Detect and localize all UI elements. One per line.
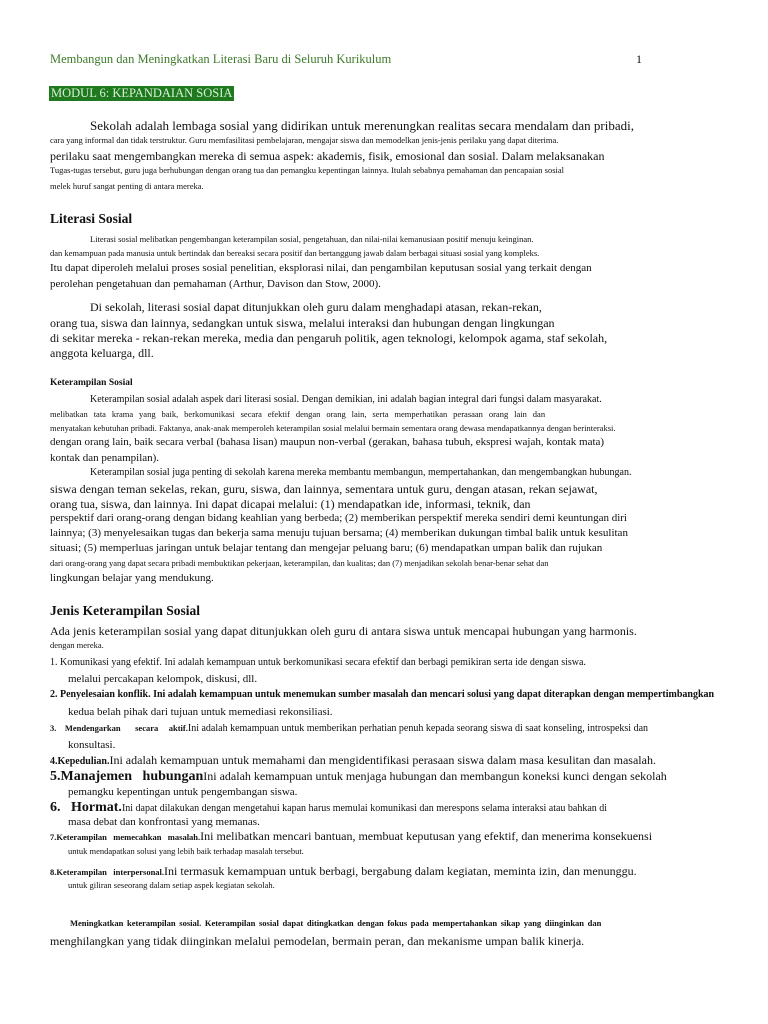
list-item-label: 5.Manajemen hubungan bbox=[50, 769, 204, 784]
list-item-continuation: konsultasi. bbox=[68, 739, 116, 751]
paragraph-line: Di sekolah, literasi sosial dapat ditunjukkan oleh guru dalam menghadapi atasan, rekan-rekan, bbox=[90, 300, 542, 314]
list-item-label: 3. bbox=[50, 723, 57, 733]
paragraph-line: dari orang-orang yang dapat secara pribadi membuktikan pekerjaan, keterampilan, dan kualitas; dan (7) menjadikan sekolah benar-benar sehat dan bbox=[50, 558, 549, 568]
intro-line: Tugas-tugas tersebut, guru juga berhubungan dengan orang tua dan pemangku kepentingan lainnya. Itulah sebabnya pemahaman dan pencapaian sosial bbox=[50, 165, 565, 175]
list-item-text: Ini termasuk kemampuan untuk berbagi, bergabung dalam kegiatan, meminta izin, dan menunggu. bbox=[164, 864, 637, 878]
paragraph-line: di sekitar mereka - rekan-rekan mereka, media dan pengaruh politik, agen teknologi, kelompok agama, staf sekolah, bbox=[50, 331, 608, 345]
subsection-heading: Keterampilan Sosial bbox=[50, 378, 133, 388]
list-item bbox=[50, 689, 714, 700]
list-item-text: Ini adalah kemampuan untuk memberikan perhatian penuh kepada seorang siswa di saat konseling, introspeksi dan bbox=[187, 723, 649, 734]
intro-line: perilaku saat mengembangkan mereka di semua aspek: akademis, fisik, emosional dan sosial. Dalam melaksanakan bbox=[50, 149, 605, 163]
list-item-label: aktif. bbox=[168, 723, 188, 733]
paragraph-line: Literasi sosial melibatkan pengembangan keterampilan sosial, pengetahuan, dan nilai-nilai kemanusiaan positif menuju keinginan. bbox=[90, 234, 534, 244]
paragraph-line: situasi; (5) memperluas jaringan untuk belajar tentang dan mengejar peluang baru; (6) mendapatkan umpan balik dan rujukan bbox=[50, 542, 603, 554]
paragraph-line: lainnya; (3) menyelesaikan tugas dan bekerja sama menuju tujuan bersama; (4) memberikan dukungan timbal balik untuk kesulitan bbox=[50, 527, 628, 539]
paragraph-line: Itu dapat diperoleh melalui proses sosial penelitian, eksplorasi nilai, dan pengambilan keputusan sosial yang terkait dengan bbox=[50, 262, 592, 274]
paragraph-line: orang tua, siswa dan lainnya, sedangkan untuk siswa, melalui interaksi dan hubungan dengan lingkungan bbox=[50, 316, 555, 330]
list-item bbox=[50, 753, 656, 768]
list-item-label: 6. Hormat. bbox=[50, 800, 122, 815]
paragraph-line bbox=[50, 409, 718, 419]
paragraph-line bbox=[70, 918, 718, 928]
paragraph-line: perspektif dari orang-orang dengan bidang keahlian yang berbeda; (2) memberikan perspektif mereka sendiri demi keuntungan diri bbox=[50, 512, 627, 524]
list-item-text: Ini adalah kemampuan untuk memahami dan mengidentifikasi perasaan siswa dalam masa kesulitan dan masalah. bbox=[109, 753, 656, 767]
list-item-continuation: untuk mendapatkan solusi yang lebih baik terhadap masalah tersebut. bbox=[68, 846, 304, 856]
list-item-label: Mendengarkan bbox=[64, 723, 121, 733]
list-item-continuation: melalui percakapan kelompok, diskusi, dll. bbox=[68, 673, 258, 685]
paragraph-line: menyatakan kebutuhan pribadi. Faktanya, anak-anak memperoleh keterampilan sosial melalui bermain sementara orang dewasa mendapatkannya dengan berinteraksi. bbox=[50, 423, 616, 433]
paragraph-line: Ada jenis keterampilan sosial yang dapat ditunjukkan oleh guru di antara siswa untuk mencapai hubungan yang harmonis. bbox=[50, 624, 637, 638]
paragraph-line: kontak dan penampilan). bbox=[50, 452, 160, 464]
paragraph-line: anggota keluarga, dll. bbox=[50, 346, 154, 360]
paragraph-line: siswa dengan teman sekelas, rekan, guru, siswa, dan lainnya, sementara untuk guru, dengan atasan, rekan sejawat, bbox=[50, 482, 598, 496]
paragraph-line: dan kemampuan pada manusia untuk bertindak dan bereaksi secara positif dan bertanggung jawab dalam berbagai situasi sosial yang kompleks. bbox=[50, 248, 540, 258]
section-heading: Literasi Sosial bbox=[50, 211, 133, 226]
list-item-label: 4.Kepedulian. bbox=[50, 756, 110, 767]
intro-line: cara yang informal dan tidak terstruktur. Guru memfasilitasi pembelajaran, mengajar siswa dan memodelkan jenis-jenis perilaku yang dapat diterima. bbox=[50, 135, 559, 145]
paragraph-text: melibatkan tata krama yang baik, berkomunikasi secara efektif dengan orang lain, serta memperhatikan perasaan orang lain dan bbox=[50, 409, 546, 419]
list-item bbox=[50, 800, 607, 816]
list-item bbox=[50, 864, 637, 879]
list-item bbox=[50, 829, 652, 844]
list-item: 1. Komunikasi yang efektif. Ini adalah kemampuan untuk berkomunikasi secara efektif dan berbagi pemikiran serta ide dengan siswa. bbox=[50, 657, 586, 668]
paragraph-line: Keterampilan sosial juga penting di sekolah karena mereka membantu membangun, mempertahankan, dan mengembangkan hubungan. bbox=[90, 467, 632, 478]
paragraph-line: dengan orang lain, baik secara verbal (bahasa lisan) maupun non-verbal (gerakan, bahasa tubuh, ekspresi wajah, kontak mata) bbox=[50, 436, 605, 448]
list-item-continuation: pemangku kepentingan untuk pengembangan siswa. bbox=[68, 786, 298, 798]
list-item-label: 2. Penyelesaian konflik. bbox=[50, 689, 151, 700]
module-badge: MODUL 6: KEPANDAIAN SOSIA bbox=[51, 86, 233, 100]
intro-line: melek huruf sangat penting di antara mereka. bbox=[50, 181, 204, 191]
list-item-text: Ini adalah kemampuan untuk menjaga hubungan dan membangun koneksi kunci dengan sekolah bbox=[203, 769, 667, 783]
list-item-continuation: untuk giliran seseorang dalam setiap aspek kegiatan sekolah. bbox=[68, 880, 275, 890]
paragraph-text: Meningkatkan keterampilan sosial. Keterampilan sosial dapat ditingkatkan dengan fokus pada mempertahankan sikap yang diinginkan dan bbox=[70, 918, 602, 928]
list-item-label: 8.Keterampilan interpersonal. bbox=[50, 867, 165, 877]
paragraph-line: perolehan pengetahuan dan pemahaman (Arthur, Davison dan Stow, 2000). bbox=[50, 278, 381, 290]
list-item bbox=[50, 769, 667, 785]
list-item-continuation: masa debat dan konfrontasi yang memanas. bbox=[68, 816, 260, 828]
paragraph-line: dengan mereka. bbox=[50, 640, 104, 650]
page-number: 1 bbox=[636, 52, 642, 66]
paragraph-line: orang tua, siswa, dan lainnya. Ini dapat dicapai melalui: (1) mendapatkan ide, informasi, teknik, dan bbox=[50, 497, 531, 511]
section-heading: Jenis Keterampilan Sosial bbox=[50, 603, 201, 618]
list-item-text: Ini dapat dilakukan dengan mengetahui kapan harus memulai komunikasi dan merespons selama interaksi atau bahkan di bbox=[121, 803, 608, 814]
intro-line: Sekolah adalah lembaga sosial yang didirikan untuk merenungkan realitas secara mendalam dan pribadi, bbox=[90, 118, 635, 133]
running-header: Membangun dan Meningkatkan Literasi Baru di Seluruh Kurikulum bbox=[50, 52, 392, 66]
list-item-label: secara bbox=[135, 723, 159, 733]
paragraph-line: Keterampilan sosial adalah aspek dari literasi sosial. Dengan demikian, ini adalah bagian integral dari fungsi dalam masyarakat. bbox=[90, 394, 602, 405]
paragraph-line: lingkungan belajar yang mendukung. bbox=[50, 572, 214, 584]
list-item-text: Ini adalah kemampuan untuk menemukan sumber masalah dan mencari solusi yang dapat diterapkan dengan mempertimbangkan bbox=[150, 689, 715, 700]
list-item bbox=[50, 723, 648, 734]
list-item-continuation: kedua belah pihak dari tujuan untuk memediasi rekonsiliasi. bbox=[68, 706, 333, 718]
paragraph-line: menghilangkan yang tidak diinginkan melalui pemodelan, bermain peran, dan mekanisme umpan balik kinerja. bbox=[50, 934, 585, 948]
list-item-text: Ini melibatkan mencari bantuan, membuat keputusan yang efektif, dan menerima konsekuensi bbox=[200, 829, 653, 843]
list-item-label: 7.Keterampilan memecahkan masalah. bbox=[50, 832, 201, 842]
